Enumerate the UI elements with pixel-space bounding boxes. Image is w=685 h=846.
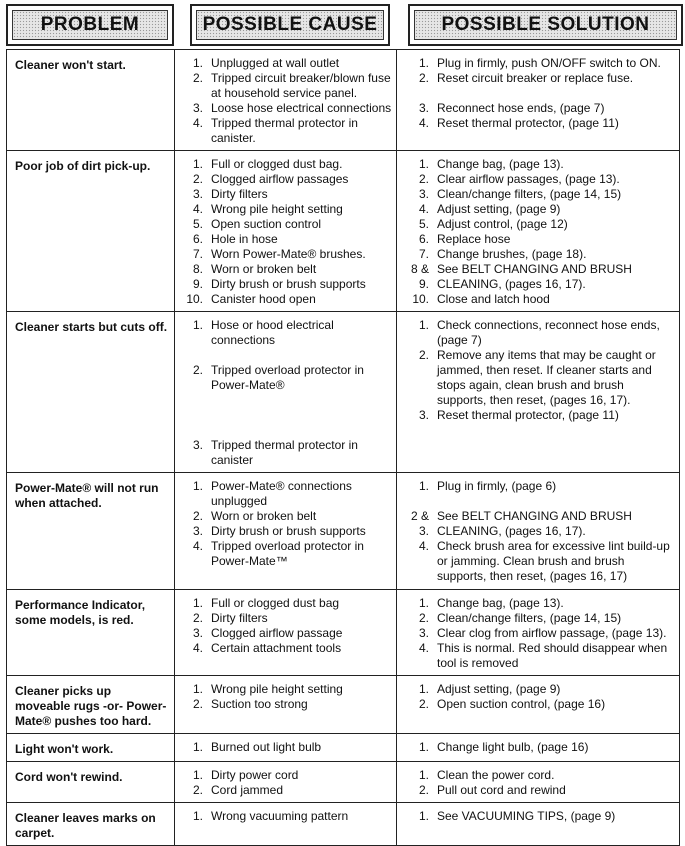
- solution-item-number: 1.: [418, 318, 429, 332]
- solution-item-number: [403, 86, 437, 101]
- solution-item-number: 8 & 9.: [410, 262, 429, 291]
- solution-item: [403, 157, 675, 172]
- cause-item: [181, 740, 392, 755]
- solution-item-number: 3.: [418, 187, 429, 201]
- cause-item: [181, 172, 392, 187]
- cause-item-number: 1.: [192, 318, 203, 332]
- solution-item-number: 3.: [418, 101, 429, 115]
- cause-item-number: [181, 393, 211, 408]
- solution-item-number: 3.: [418, 408, 429, 422]
- cause-item-text: Power-Mate® connections unplugged: [211, 479, 352, 508]
- solution-item-number: 4.: [418, 116, 429, 130]
- problem-cell: [7, 676, 175, 734]
- cause-item-number: 8.: [192, 262, 203, 276]
- solution-item-number: 1.: [418, 56, 429, 70]
- solution-item-text: Reset circuit breaker or replace fuse.: [437, 71, 634, 85]
- solution-item: [403, 509, 675, 539]
- cause-item-text: Suction too strong: [211, 697, 308, 711]
- cause-item-number: [181, 408, 211, 423]
- cause-item-text: Tripped overload protector in Power-Mate®: [211, 363, 364, 392]
- solution-cell: [397, 151, 680, 312]
- solution-item-number: 7.: [418, 247, 429, 261]
- cause-item: [181, 363, 392, 393]
- solution-item: [403, 348, 675, 408]
- solution-item-text: See VACUUMING TIPS, (page 9): [437, 809, 616, 823]
- cause-item-text: Certain attachment tools: [211, 641, 342, 655]
- solution-item-number: 2.: [418, 783, 429, 797]
- cause-item-text: Burned out light bulb: [211, 740, 322, 754]
- solution-item-text: Adjust control, (page 12): [437, 217, 568, 231]
- problem-text: Light won't work.: [15, 742, 114, 756]
- solution-item-text: Plug in firmly, (page 6): [437, 479, 557, 493]
- cause-item-number: 1.: [192, 809, 203, 823]
- cause-item: [181, 809, 392, 824]
- cause-cell: [175, 590, 397, 676]
- cause-cell: [175, 762, 397, 803]
- cause-item: [181, 116, 392, 146]
- cause-cell: [175, 151, 397, 312]
- problem-cell: [7, 734, 175, 762]
- solution-item: [403, 697, 675, 712]
- problem-text: Cord won't rewind.: [15, 770, 123, 784]
- cause-item-number: 3.: [192, 438, 203, 452]
- cause-item-text: Clogged airflow passages: [211, 172, 349, 186]
- cause-item-number: 1.: [192, 682, 203, 696]
- cause-item-text: Worn Power-Mate® brushes.: [211, 247, 366, 261]
- solution-item-text: Change bag, (page 13).: [437, 596, 564, 610]
- cause-item-text: Worn or broken belt: [211, 262, 317, 276]
- cause-item-number: [181, 423, 211, 438]
- solution-item: [403, 682, 675, 697]
- solution-item-text: Check brush area for excessive lint build-up or jamming. Clean brush and brush supports, then reset, (pages 16, 17): [437, 539, 670, 583]
- cause-item-text: Hole in hose: [211, 232, 278, 246]
- cause-item-text: Full or clogged dust bag.: [211, 157, 343, 171]
- solution-item-text: [437, 86, 675, 101]
- cause-item-number: 1.: [192, 56, 203, 70]
- troubleshooting-table: [6, 49, 680, 846]
- solution-item-number: 3.: [418, 626, 429, 640]
- cause-item-number: 4.: [192, 539, 203, 553]
- cause-item: [181, 393, 392, 408]
- cause-item: [181, 262, 392, 277]
- solution-item-number: 2.: [418, 172, 429, 186]
- cause-item-text: Dirty brush or brush supports: [211, 524, 366, 538]
- solution-cell: [397, 312, 680, 473]
- cause-item-text: [211, 348, 392, 363]
- cause-item: [181, 348, 392, 363]
- cause-item-number: 3.: [192, 524, 203, 538]
- solution-item: [403, 56, 675, 71]
- solution-item: [403, 172, 675, 187]
- problem-text: Poor job of dirt pick-up.: [15, 159, 151, 173]
- cause-item: [181, 71, 392, 101]
- cause-item-number: [181, 348, 211, 363]
- cause-item: [181, 682, 392, 697]
- cause-item-number: 2.: [192, 71, 203, 85]
- problem-text: Performance Indicator, some models, is red.: [15, 598, 146, 627]
- cause-item-number: 2.: [192, 509, 203, 523]
- cause-item: [181, 697, 392, 712]
- cause-item: [181, 292, 392, 307]
- solution-item: [403, 232, 675, 247]
- solution-item-number: 10.: [412, 292, 429, 306]
- problem-cell: [7, 50, 175, 151]
- cause-item: [181, 157, 392, 172]
- problem-header: [6, 4, 174, 46]
- cause-item-text: Loose hose electrical connections: [211, 101, 392, 115]
- cause-item: [181, 101, 392, 116]
- solution-cell: [397, 50, 680, 151]
- solution-item: [403, 292, 675, 307]
- solution-item-text: Remove any items that may be caught or jammed, then reset. If cleaner starts and stops again, clean brush and brush supports, then reset, (pages 16, 17).: [437, 348, 656, 407]
- problem-text: Power-Mate® will not run when attached.: [15, 481, 159, 510]
- cause-item-number: 4.: [192, 641, 203, 655]
- cause-item-number: 7.: [192, 247, 203, 261]
- cause-item-number: 1.: [192, 596, 203, 610]
- cause-item-number: 1.: [192, 479, 203, 493]
- solution-item-number: 1.: [418, 768, 429, 782]
- cause-item-text: Canister hood open: [211, 292, 316, 306]
- cause-item: [181, 596, 392, 611]
- cause-item: [181, 247, 392, 262]
- solution-item-text: [437, 494, 675, 509]
- cause-item: [181, 768, 392, 783]
- solution-item: [403, 262, 675, 292]
- cause-item-text: Wrong pile height setting: [211, 202, 343, 216]
- cause-item-number: 1.: [192, 740, 203, 754]
- cause-item: [181, 277, 392, 292]
- problem-header-label: PROBLEM: [40, 14, 140, 35]
- cause-item-number: 3.: [192, 626, 203, 640]
- problem-cell: [7, 590, 175, 676]
- cause-cell: [175, 312, 397, 473]
- cause-item-text: Tripped overload protector in Power-Mate™: [211, 539, 364, 568]
- solution-item-text: See BELT CHANGING AND BRUSH CLEANING, (pages 16, 17).: [437, 262, 632, 291]
- solution-item-text: Clean the power cord.: [437, 768, 555, 782]
- solution-item-text: Plug in firmly, push ON/OFF switch to ON.: [437, 56, 661, 70]
- solution-cell: [397, 473, 680, 590]
- cause-item-number: 4.: [192, 116, 203, 130]
- solution-item: [403, 783, 675, 798]
- cause-item: [181, 232, 392, 247]
- cause-item: [181, 626, 392, 641]
- solution-item-text: Reset thermal protector, (page 11): [437, 116, 619, 130]
- solution-item-text: This is normal. Red should disappear when tool is removed: [437, 641, 668, 670]
- cause-item-text: Unplugged at wall outlet: [211, 56, 340, 70]
- solution-cell: [397, 734, 680, 762]
- table-row: [7, 676, 680, 734]
- cause-item-number: 2.: [192, 363, 203, 377]
- cause-item-number: 6.: [192, 232, 203, 246]
- table-row: [7, 151, 680, 312]
- solution-item: [403, 217, 675, 232]
- solution-item: [403, 247, 675, 262]
- cause-item-text: Tripped circuit breaker/blown fuse at household service panel.: [211, 71, 391, 100]
- cause-item-number: 4.: [192, 202, 203, 216]
- cause-item-text: Full or clogged dust bag: [211, 596, 340, 610]
- table-row: [7, 803, 680, 846]
- cause-item-number: 2.: [192, 783, 203, 797]
- cause-item: [181, 217, 392, 232]
- cause-item-text: Clogged airflow passage: [211, 626, 343, 640]
- table-row: [7, 50, 680, 151]
- solution-item-number: 1.: [418, 682, 429, 696]
- cause-item-text: [211, 408, 392, 423]
- solution-item-text: Close and latch hood: [437, 292, 550, 306]
- cause-item: [181, 641, 392, 656]
- cause-item-number: 2.: [192, 611, 203, 625]
- solution-header-label: POSSIBLE SOLUTION: [441, 14, 650, 35]
- cause-item-number: 10.: [186, 292, 203, 306]
- cause-item-number: 1.: [192, 768, 203, 782]
- solution-cell: [397, 762, 680, 803]
- solution-item-number: 1.: [418, 157, 429, 171]
- solution-item-number: 2.: [418, 697, 429, 711]
- solution-item-number: 2.: [418, 611, 429, 625]
- solution-item-number: 1.: [418, 596, 429, 610]
- problem-text: Cleaner picks up moveable rugs -or- Power-Mate® pushes too hard.: [15, 684, 167, 728]
- solution-item: [403, 202, 675, 217]
- cause-item: [181, 202, 392, 217]
- cause-item-text: Tripped thermal protector in canister.: [211, 116, 358, 145]
- cause-item-number: 9.: [192, 277, 203, 291]
- solution-item-text: Change bag, (page 13).: [437, 157, 564, 171]
- problem-cell: [7, 473, 175, 590]
- troubleshooting-page: [4, 4, 681, 840]
- cause-item-text: Tripped thermal protector in canister: [211, 438, 358, 467]
- problem-cell: [7, 151, 175, 312]
- cause-cell: [175, 803, 397, 846]
- cause-item-text: Dirty power cord: [211, 768, 299, 782]
- solution-cell: [397, 803, 680, 846]
- solution-item-text: Clear airflow passages, (page 13).: [437, 172, 620, 186]
- solution-item-number: 4.: [418, 539, 429, 553]
- solution-item: [403, 318, 675, 348]
- cause-item-text: Wrong vacuuming pattern: [211, 809, 349, 823]
- cause-item-number: 2.: [192, 172, 203, 186]
- solution-item-text: See BELT CHANGING AND BRUSH CLEANING, (pages 16, 17).: [437, 509, 632, 538]
- cause-cell: [175, 676, 397, 734]
- cause-item: [181, 187, 392, 202]
- cause-item-text: Dirty filters: [211, 611, 268, 625]
- solution-item: [403, 641, 675, 671]
- solution-item-text: Adjust setting, (page 9): [437, 682, 561, 696]
- solution-item-text: Clear clog from airflow passage, (page 13).: [437, 626, 667, 640]
- solution-item-text: Change brushes, (page 18).: [437, 247, 587, 261]
- cause-item: [181, 423, 392, 438]
- solution-item: [403, 626, 675, 641]
- solution-item: [403, 740, 675, 755]
- solution-item-text: Pull out cord and rewind: [437, 783, 566, 797]
- solution-item: [403, 86, 675, 101]
- solution-item-text: Reconnect hose ends, (page 7): [437, 101, 605, 115]
- solution-item-number: 1.: [418, 809, 429, 823]
- cause-item: [181, 611, 392, 626]
- solution-item-number: 6.: [418, 232, 429, 246]
- cause-header-label: POSSIBLE CAUSE: [202, 14, 378, 35]
- problem-cell: [7, 762, 175, 803]
- solution-item-number: 4.: [418, 202, 429, 216]
- cause-item-text: Cord jammed: [211, 783, 284, 797]
- solution-item-text: Open suction control, (page 16): [437, 697, 606, 711]
- table-row: [7, 312, 680, 473]
- solution-item-number: 1.: [418, 740, 429, 754]
- solution-item: [403, 539, 675, 584]
- solution-item: [403, 611, 675, 626]
- cause-cell: [175, 734, 397, 762]
- cause-item-text: [211, 423, 392, 438]
- table-row: [7, 762, 680, 803]
- problem-text: Cleaner leaves marks on carpet.: [15, 811, 156, 840]
- cause-item-number: 3.: [192, 187, 203, 201]
- cause-item: [181, 479, 392, 509]
- cause-item-number: 1.: [192, 157, 203, 171]
- solution-item-number: 1.: [418, 479, 429, 493]
- cause-item-text: Dirty filters: [211, 187, 268, 201]
- problem-text: Cleaner won't start.: [15, 58, 126, 72]
- solution-item-text: Clean/change filters, (page 14, 15): [437, 187, 622, 201]
- solution-item: [403, 596, 675, 611]
- solution-item: [403, 479, 675, 494]
- table-row: [7, 473, 680, 590]
- solution-item-text: Reset thermal protector, (page 11): [437, 408, 619, 422]
- table-row: [7, 590, 680, 676]
- cause-item: [181, 783, 392, 798]
- cause-cell: [175, 50, 397, 151]
- solution-item: [403, 187, 675, 202]
- solution-item: [403, 768, 675, 783]
- cause-item: [181, 509, 392, 524]
- solution-item: [403, 809, 675, 824]
- cause-item-number: 3.: [192, 101, 203, 115]
- solution-item: [403, 71, 675, 86]
- solution-item-number: 5.: [418, 217, 429, 231]
- solution-header: [408, 4, 683, 46]
- cause-item-text: [211, 393, 392, 408]
- solution-item-number: [403, 494, 437, 509]
- cause-item: [181, 318, 392, 348]
- solution-item: [403, 408, 675, 423]
- problem-cell: [7, 803, 175, 846]
- solution-item-text: Clean/change filters, (page 14, 15): [437, 611, 622, 625]
- cause-item-text: Open suction control: [211, 217, 322, 231]
- cause-item-number: 2.: [192, 697, 203, 711]
- table-row: [7, 734, 680, 762]
- cause-header: [190, 4, 390, 46]
- solution-item: [403, 116, 675, 131]
- cause-item: [181, 408, 392, 423]
- cause-item-text: Wrong pile height setting: [211, 682, 343, 696]
- solution-item-number: 2.: [418, 71, 429, 85]
- cause-item: [181, 524, 392, 539]
- cause-item-text: Dirty brush or brush supports: [211, 277, 366, 291]
- cause-item-text: Worn or broken belt: [211, 509, 317, 523]
- solution-item-text: Adjust setting, (page 9): [437, 202, 561, 216]
- solution-item-text: Change light bulb, (page 16): [437, 740, 589, 754]
- cause-item-number: 5.: [192, 217, 203, 231]
- solution-item-number: 2.: [418, 348, 429, 362]
- solution-item: [403, 494, 675, 509]
- solution-item-text: Check connections, reconnect hose ends, (page 7): [437, 318, 660, 347]
- cause-item: [181, 539, 392, 569]
- solution-cell: [397, 676, 680, 734]
- solution-item-number: 4.: [418, 641, 429, 655]
- problem-text: Cleaner starts but cuts off.: [15, 320, 168, 334]
- solution-cell: [397, 590, 680, 676]
- solution-item-number: 2 & 3.: [410, 509, 429, 538]
- cause-cell: [175, 473, 397, 590]
- cause-item-text: Hose or hood electrical connections: [211, 318, 334, 347]
- cause-item: [181, 438, 392, 468]
- solution-item-text: Replace hose: [437, 232, 511, 246]
- problem-cell: [7, 312, 175, 473]
- cause-item: [181, 56, 392, 71]
- solution-item: [403, 101, 675, 116]
